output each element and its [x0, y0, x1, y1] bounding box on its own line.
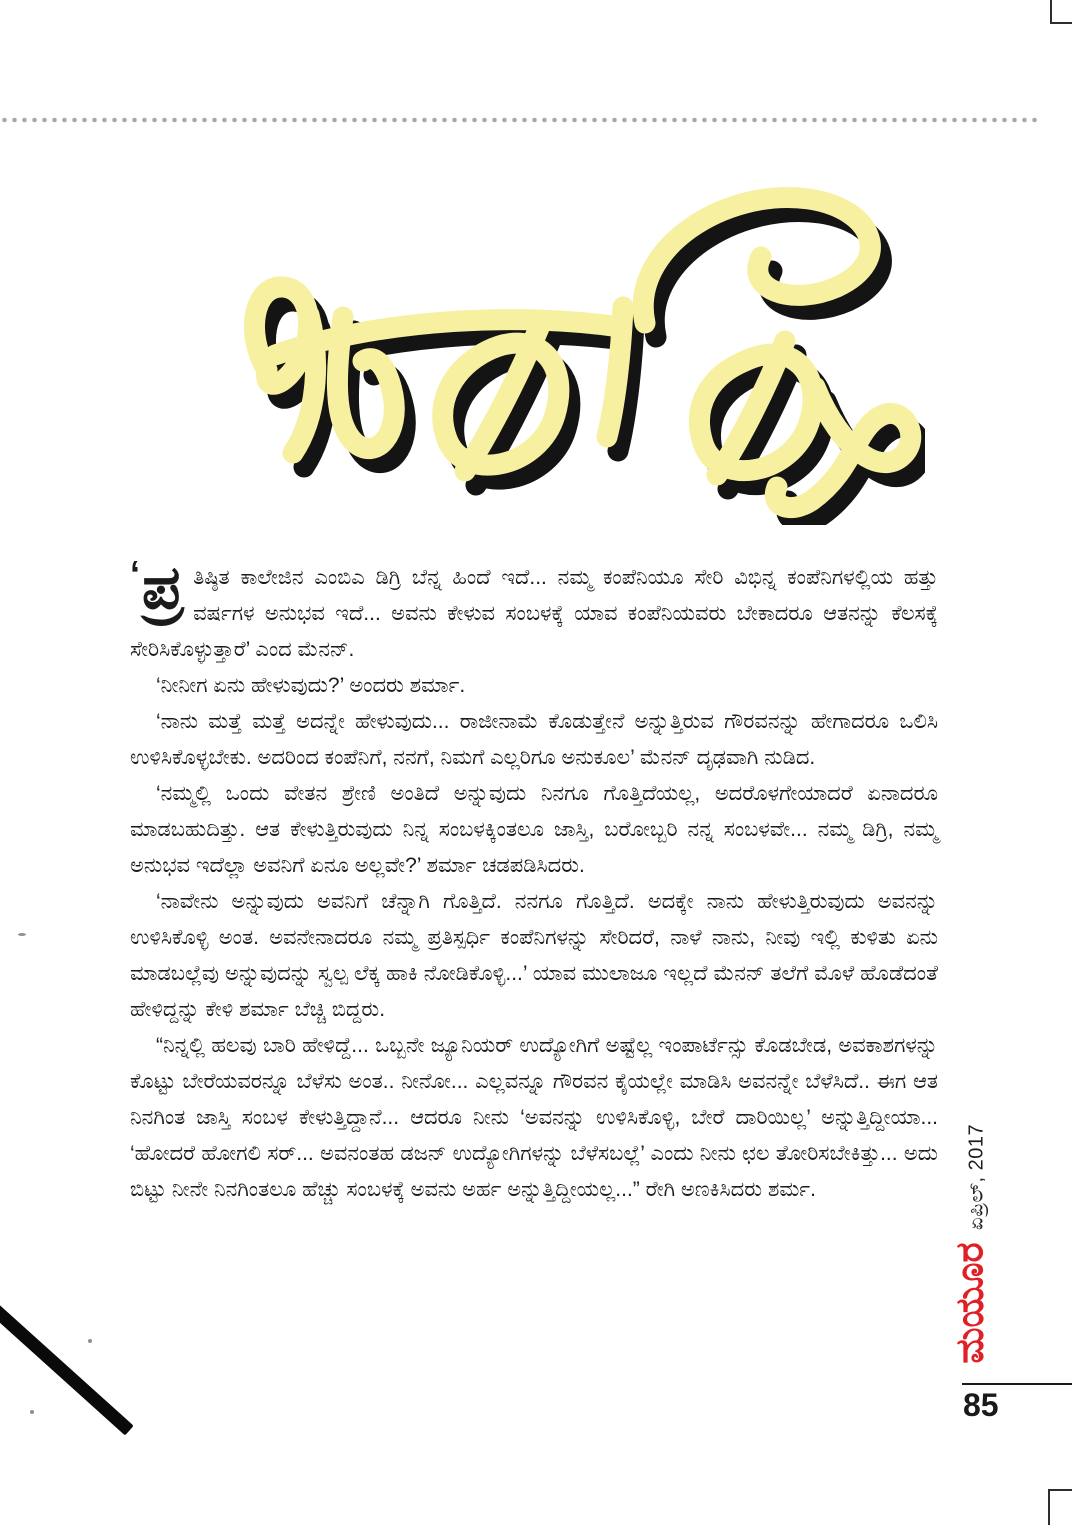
paragraph-dropcap	[130, 553, 938, 668]
paragraph: ‘ನಾವೇನು ಅನ್ನುವುದು ಅವನಿಗೆ ಚೆನ್ನಾಗಿ ಗೊತ್ತಿದೆ. ನನಗೂ ಗೊತ್ತಿದೆ. ಅದಕ್ಕೇ ನಾನು ಹೇಳುತ್ತಿರುವುದು ಅವನನ್ನು ಉಳಿಸಿಕೊಳ್ಳಿ ಅಂತ. ಅವನೇನಾದರೂ ನಮ್ಮ ಪ್ರತಿಸ್ಪರ್ಧಿ ಕಂಪೆನಿಗಳನ್ನು ಸೇರಿದರೆ, ನಾಳೆ ನಾನು, ನೀವು ಇಲ್ಲಿ ಕುಳಿತು ಏನು ಮಾಡಬಲ್ಲೆವು ಅನ್ನುವುದನ್ನು ಸ್ವಲ್ಪ ಲೆಕ್ಕ ಹಾಕಿ ನೋಡಿಕೊಳ್ಳಿ...’ ಯಾವ ಮುಲಾಜೂ ಇಲ್ಲದೆ ಮೆನನ್ ತಲೆಗೆ ಮೊಳೆ ಹೊಡೆದಂತೆ ಹೇಳಿದ್ದನ್ನು ಕೇಳಿ ಶರ್ಮಾ ಬೆಚ್ಚಿ ಬಿದ್ದರು.	[130, 890, 938, 1021]
page-number-rule	[962, 1383, 1072, 1385]
diagonal-ink-mark	[0, 1300, 134, 1435]
corner-mark-bottom-right	[1048, 1489, 1072, 1525]
story-title-text	[925, 165, 926, 166]
corner-mark-top-right	[1050, 0, 1072, 24]
paragraph: ‘ನಮ್ಮಲ್ಲಿ ಒಂದು ವೇತನ ಶ್ರೇಣಿ ಅಂತಿದೆ ಅನ್ನುವುದು ನಿನಗೂ ಗೊತ್ತಿದೆಯಲ್ಲ, ಅದರೊಳಗೇಯಾದರೆ ಏನಾದರೂ ಮಾಡಬಹುದಿತ್ತು. ಆತ ಕೇಳುತ್ತಿರುವುದು ನಿನ್ನ ಸಂಬಳಕ್ಕಿಂತಲೂ ಜಾಸ್ತಿ, ಬರೋಬ್ಬರಿ ನನ್ನ ಸಂಬಳವೇ... ನಮ್ಮ ಡಿಗ್ರಿ, ನಮ್ಮ ಅನುಭವ ಇದೆಲ್ಲಾ ಅವನಿಗೆ ಏನೂ ಅಲ್ಲವೇ?’ ಶರ್ಮಾ ಚಡಪಡಿಸಿದರು.	[130, 782, 938, 877]
paragraph: ‘ನಾನು ಮತ್ತೆ ಮತ್ತೆ ಅದನ್ನೇ ಹೇಳುವುದು... ರಾಜೀನಾಮೆ ಕೊಡುತ್ತೇನೆ ಅನ್ನುತ್ತಿರುವ ಗೌರವನನ್ನು ಹೇಗಾದರೂ ಒಲಿಸಿ ಉಳಿಸಿಕೊಳ್ಳಬೇಕು. ಅದರಿಂದ ಕಂಪೆನಿಗೆ, ನನಗೆ, ನಿಮಗೆ ಎಲ್ಲರಿಗೂ ಅನುಕೂಲ’ ಮೆನನ್ ದೃಢವಾಗಿ ನುಡಿದ.	[130, 710, 938, 769]
story-title-calligraphy	[225, 165, 925, 525]
dotted-separator	[0, 115, 1042, 125]
title-calligraphy-art	[225, 165, 925, 525]
paragraph-text: ತಿಷ್ಠಿತ ಕಾಲೇಜಿನ ಎಂಬಿಎ ಡಿಗ್ರಿ ಬೆನ್ನ ಹಿಂದೆ ಇದೆ... ನಮ್ಮ ಕಂಪೆನಿಯೂ ಸೇರಿ ವಿಭಿನ್ನ ಕಂಪೆನಿಗಳಲ್ಲಿಯ ಹತ್ತು ವರ್ಷಗಳ ಅನುಭವ ಇದೆ... ಅವನು ಕೇಳುವ ಸಂಬಳಕ್ಕೆ ಯಾವ ಕಂಪೆನಿಯವರು ಬೇಕಾದರೂ ಆತನನ್ನು ಕೆಲಸಕ್ಕೆ ಸೇರಿಸಿಕೊಳ್ಳುತ್ತಾರೆ’ ಎಂದ ಮೆನನ್.	[130, 566, 938, 661]
story-body	[130, 553, 938, 1208]
paragraph: “ನಿನ್ನಲ್ಲಿ ಹಲವು ಬಾರಿ ಹೇಳಿದ್ದೆ... ಒಬ್ಬನೇ ಜ್ಯೂನಿಯರ್ ಉದ್ಯೋಗಿಗೆ ಅಷ್ಟೆಲ್ಲ ಇಂಪಾರ್ಟೆನ್ಸು ಕೊಡಬೇಡ, ಅವಕಾಶಗಳನ್ನು ಕೊಟ್ಟು ಬೇರೆಯವರನ್ನೂ ಬೆಳೆಸು ಅಂತ.. ನೀನೋ... ಎಲ್ಲವನ್ನೂ ಗೌರವನ ಕೈಯಲ್ಲೇ ಮಾಡಿಸಿ ಅವನನ್ನೇ ಬೆಳೆಸಿದೆ.. ಈಗ ಆತ ನಿನಗಿಂತ ಜಾಸ್ತಿ ಸಂಬಳ ಕೇಳುತ್ತಿದ್ದಾನೆ... ಆದರೂ ನೀನು ‘ಅವನನ್ನು ಉಳಿಸಿಕೊಳ್ಳಿ, ಬೇರೆ ದಾರಿಯಿಲ್ಲ’ ಅನ್ನುತ್ತಿದ್ದೀಯಾ... ‘ಹೋದರೆ ಹೋಗಲಿ ಸರ್... ಅವನಂತಹ ಡಜನ್ ಉದ್ಯೋಗಿಗಳನ್ನು ಬೆಳೆಸಬಲ್ಲೆ’ ಎಂದು ನೀನು ಛಲ ತೋರಿಸಬೇಕಿತ್ತು... ಅದು ಬಿಟ್ಟು ನೀನೇ ನಿನಗಿಂತಲೂ ಹೆಚ್ಚು ಸಂಬಳಕ್ಕೆ ಅವನು ಅರ್ಹ ಅನ್ನುತ್ತಿದ್ದೀಯಲ್ಲ...” ರೇಗಿ ಅಣಕಿಸಿದರು ಶರ್ಮ.	[130, 1034, 938, 1201]
scan-speck	[30, 1410, 34, 1414]
dropcap-letter: ಪ್ರ	[142, 554, 184, 621]
page-number: 85	[963, 1387, 999, 1423]
scan-speck	[18, 933, 26, 936]
issue-date-vertical: ಏಪ್ರಿಲ್, 2017	[965, 1123, 988, 1231]
paragraph: ‘ನೀನೀಗ ಏನು ಹೇಳುವುದು?’ ಅಂದರು ಶರ್ಮಾ.	[156, 674, 466, 697]
dropcap-open-quote: ‘	[130, 553, 141, 594]
scan-speck	[88, 1339, 92, 1343]
magazine-name-vertical: ಮಯೂರ	[949, 1242, 992, 1364]
